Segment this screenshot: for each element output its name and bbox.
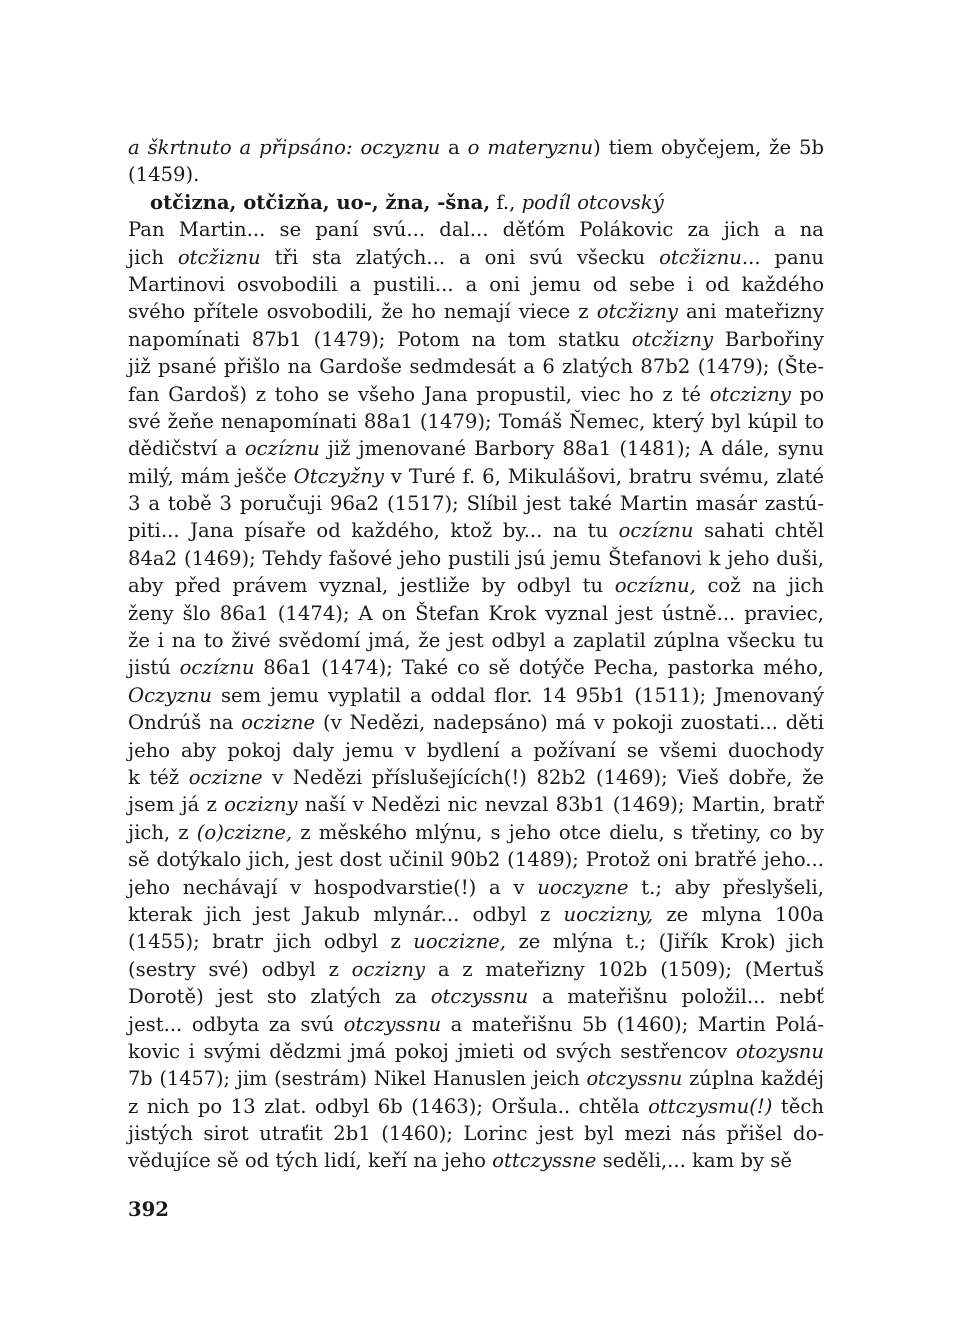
text-run: zúplna každéj — [682, 1067, 824, 1091]
text-run: jsem já z — [128, 793, 225, 817]
text-run: jeho nechávají v hospodvarstie(!) a v — [128, 875, 538, 899]
text-line — [128, 326, 824, 353]
text-line — [128, 572, 824, 599]
italic-text: Oczyznu — [128, 683, 212, 707]
text-line — [128, 791, 824, 818]
text-run: těch — [772, 1094, 824, 1118]
text-run: jich, z — [128, 820, 197, 844]
text-run: sahati chtěl — [693, 519, 825, 543]
italic-text: oczizny — [351, 957, 426, 981]
text-line — [128, 600, 824, 627]
italic-text: podíl otcovský — [521, 190, 664, 214]
text-line — [128, 928, 824, 955]
text-run: Dorotě) jest sto zlatých za — [128, 985, 431, 1009]
text-run: ze mlýna t.; (Jiřík Krok) jich — [506, 930, 825, 954]
text-line — [128, 517, 824, 544]
text-run: což na jich — [695, 574, 824, 598]
text-run: t.; aby přeslyšeli, — [628, 875, 824, 899]
italic-text: otcžizny — [631, 327, 714, 351]
text-line — [128, 298, 824, 325]
text-run: 86a1 (1474); Také co sě dotýče Pecha, pastorka mého, — [254, 656, 824, 680]
text-line — [128, 983, 824, 1010]
text-run: Barbořiny — [713, 327, 825, 351]
text-line — [128, 1147, 824, 1174]
text-run: f., — [490, 190, 522, 214]
text-run: (1459). — [128, 163, 200, 187]
text-line — [128, 1120, 824, 1147]
text-run: piti... Jana písaře od každého, ktož by... na tu — [128, 519, 619, 543]
text-line — [128, 216, 824, 243]
text-line — [128, 846, 824, 873]
text-line — [128, 654, 824, 681]
text-line — [128, 956, 824, 983]
text-run: jeho aby pokoj daly jemu v bydlení a požívaní se všemi duochody — [128, 738, 824, 762]
text-line — [128, 271, 824, 298]
text-run: milý, mám ješče — [128, 464, 294, 488]
text-run: již psané přišlo na Gardoše sedmdesát a 6 zlatých 87b2 (1479); (Šte- — [128, 355, 824, 379]
italic-text: oczíznu — [179, 656, 255, 680]
text-run: a z mateřizny 102b (1509); (Mertuš — [425, 957, 824, 981]
italic-text: uoczizne, — [413, 930, 507, 954]
text-run: Ondrúš na — [128, 711, 242, 735]
text-run: ani mateřizny — [677, 300, 824, 324]
text-line — [128, 244, 824, 271]
text-run: aby před právem vyznal, jestliže by odbyl tu — [128, 574, 615, 598]
italic-text: oczíznu — [244, 437, 320, 461]
italic-text: otcžiznu... — [659, 245, 761, 269]
text-line — [128, 1011, 824, 1038]
text-line — [128, 682, 824, 709]
text-run: své žeňe nenapomínati 88a1 (1479); Tomáš Ňemec, který byl kúpil to — [128, 409, 824, 433]
text-run: ze mlyna 100a — [653, 902, 824, 926]
text-run: panu — [760, 245, 824, 269]
text-run: ženy šlo 86a1 (1474); A on Štefan Krok vyznal jest ústně... praviec, — [128, 601, 824, 625]
text-line — [128, 819, 824, 846]
text-run: již jmenované Barbory 88a1 (1481); A dále, synu — [319, 437, 824, 461]
italic-text: uoczyzne — [537, 875, 629, 899]
text-line — [128, 353, 824, 380]
text-run: a mateřišnu položil... nebť — [528, 985, 825, 1009]
italic-text: ottczyssne — [492, 1149, 597, 1173]
text-run: Pan Martin... se paní svú... dal... děťóm Polákovic za jich a na — [128, 218, 824, 242]
text-line — [128, 709, 824, 736]
text-run: a — [440, 136, 468, 159]
text-run: dědičství a — [128, 437, 245, 461]
text-run: fan Gardoš) z toho se všeho Jana propustil, viec ho z té — [128, 382, 710, 406]
text-run: v Nedězi příslušejících(!) 82b2 (1469); Vieš dobře, že — [262, 765, 824, 789]
text-line — [128, 901, 824, 928]
text-line — [128, 463, 824, 490]
text-line — [128, 381, 824, 408]
text-run: naší v Nedězi nic nevzal 83b1 (1469); Martin, bratř — [297, 793, 824, 817]
italic-text: otczyssnu — [430, 985, 529, 1009]
text-run: 3 a tobě 3 poručuji 96a2 (1517); Slíbil jest také Martin masár zastú- — [128, 492, 824, 516]
text-run: vědujíce sě od tých lidí, keří na jeho — [128, 1149, 493, 1173]
text-line — [128, 435, 824, 462]
text-run: Martinovi osvobodili a pustili... a oni jemu od sebe i od každého — [128, 272, 824, 296]
text-line — [128, 1038, 824, 1065]
italic-text: a škrtnuto a připsáno: oczyznu — [128, 136, 441, 159]
italic-text: oczíznu — [618, 519, 694, 543]
italic-text: oczíznu, — [614, 574, 696, 598]
text-run: seděli,... kam by sě — [596, 1149, 792, 1173]
italic-text: otczyssnu — [586, 1067, 683, 1091]
text-line — [128, 490, 824, 517]
text-line — [128, 874, 824, 901]
text-run: kterak jich jest Jakub mlynár... odbyl z — [128, 902, 564, 926]
text-line — [128, 1093, 824, 1120]
page-number: 392 — [128, 1198, 169, 1221]
text-run: kovic i svými dědzmi jmá pokoj jmieti od svých sestřencov — [128, 1039, 736, 1063]
italic-text: otczyssnu — [343, 1012, 442, 1036]
text-run: jest... odbyta za svú — [128, 1012, 344, 1036]
text-line — [128, 627, 824, 654]
text-line — [128, 189, 824, 216]
italic-text: Otczyžny — [293, 464, 384, 488]
text-run: ) tiem obyčejem, že 5b — [593, 136, 824, 159]
text-line — [128, 737, 824, 764]
text-run: (sestry své) odbyl z — [128, 957, 352, 981]
text-run: k též — [128, 765, 189, 789]
text-run: jich — [128, 245, 178, 269]
headword-text: otčizna, otčizňa, uo-, žna, -šna, — [150, 190, 491, 214]
text-run: z měského mlýnu, s jeho otce dielu, s třetiny, co by — [292, 820, 824, 844]
text-line — [128, 545, 824, 572]
italic-text: (o)czizne, — [196, 820, 293, 844]
text-run: jistú — [128, 656, 180, 680]
italic-text: oczizne — [241, 711, 316, 735]
italic-text: otozysnu — [735, 1039, 824, 1063]
text-run: 7b (1457); jim (sestrám) Nikel Hanuslen jeich — [128, 1067, 587, 1091]
italic-text: oczizny — [224, 793, 298, 817]
text-run: 84a2 (1469); Tehdy fašové jeho pustili jsú jemu Štefanovi k jeho duši, — [128, 546, 824, 570]
italic-text: otcžiznu — [177, 245, 261, 269]
text-line — [128, 134, 824, 161]
text-run: (1455); bratr jich odbyl z — [128, 930, 414, 954]
text-run: v Turé f. 6, Mikulášovi, bratru svému, zlaté — [384, 464, 824, 488]
text-run: sě dotýkalo jich, jest dost učinil 90b2 (1489); Protož oni bratřé jeho... — [128, 848, 824, 872]
italic-text: o materyznu — [467, 136, 594, 159]
text-run: tři sta zlatých... a oni svú všecku — [260, 245, 660, 269]
text-run: (v Nedězi, nadepsáno) má v pokoji zuostati... děti — [315, 711, 824, 735]
italic-text: otcžizny — [596, 300, 678, 324]
dictionary-entry-text — [128, 134, 824, 1175]
text-run: po — [790, 382, 825, 406]
italic-text: oczizne — [188, 765, 263, 789]
text-line — [128, 161, 824, 188]
text-line — [128, 408, 824, 435]
text-run: svého přítele osvobodili, že ho nemají viece z — [128, 300, 597, 324]
text-run: napomínati 87b1 (1479); Potom na tom statku — [128, 327, 632, 351]
italic-text: uoczizny, — [563, 902, 654, 926]
text-line — [128, 1065, 824, 1092]
italic-text: otczizny — [709, 382, 791, 406]
italic-text: ottczysmu(!) — [648, 1094, 773, 1118]
text-run: a mateřišnu 5b (1460); Martin Polá- — [441, 1012, 824, 1036]
text-run: z nich po 13 zlat. odbyl 6b (1463); Oršula.. chtěla — [128, 1094, 649, 1118]
text-run: že i na to živé svědomí jmá, že jest odbyl a zaplatil zúplna všecku tu — [128, 629, 824, 653]
text-line — [128, 764, 824, 791]
text-run: jistých sirot utraťit 2b1 (1460); Lorinc jest byl mezi nás přišel do- — [128, 1122, 824, 1146]
text-run: sem jemu vyplatil a oddal flor. 14 95b1 (1511); Jmenovaný — [212, 683, 824, 707]
